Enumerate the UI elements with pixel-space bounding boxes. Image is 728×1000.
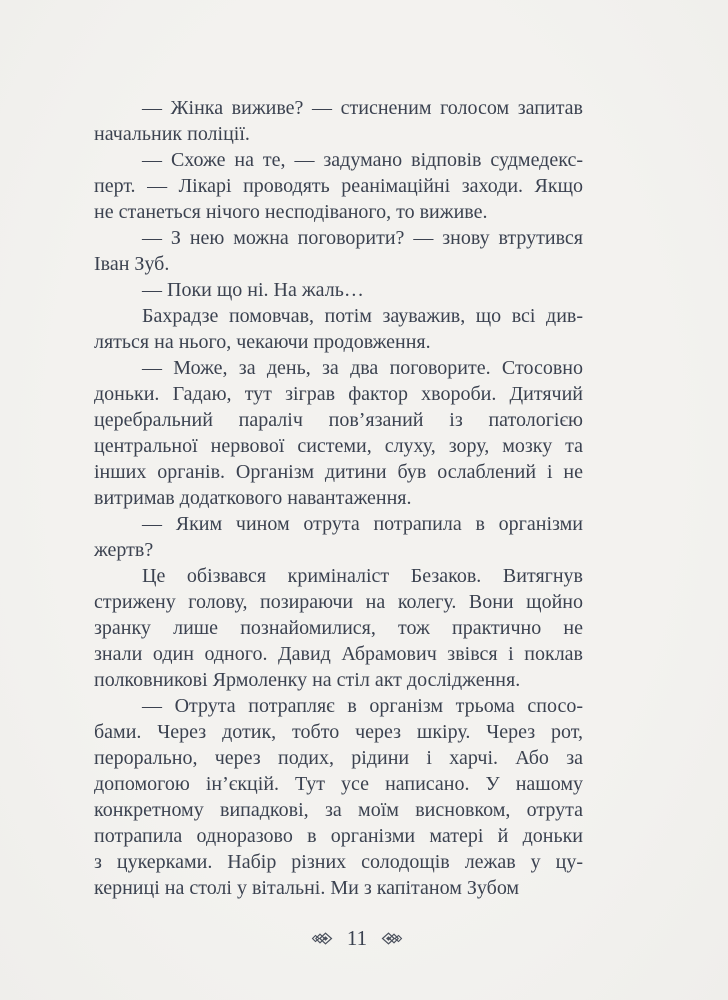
text-line: стрижену голову, позираючи на колегу. Вони щойно	[94, 591, 583, 613]
text-line: не станеться нічого несподіваного, то виживе.	[94, 201, 488, 223]
text-line: — Отрута потрапляє в організм трьома спосо-	[142, 695, 583, 717]
paragraph	[94, 563, 583, 693]
text-line: — Може, за день, за два поговорите. Стосовно	[142, 357, 583, 379]
text-line: — Поки що ні. На жаль…	[142, 279, 364, 301]
text-line: полковникові Ярмоленку на стіл акт дослідження.	[94, 669, 521, 691]
text-line: Це обізвався криміналіст Безаков. Витягнув	[142, 565, 583, 587]
text-line: Бахрадзе помовчав, потім зауважив, що всі див-	[142, 305, 583, 327]
text-line: зранку лише познайомилися, тож практично не	[94, 617, 583, 639]
paragraph	[94, 511, 583, 563]
text-block	[94, 95, 583, 901]
text-line: церебральний параліч пов’язаний із патологією	[94, 409, 583, 431]
fleuron-right-icon	[379, 932, 403, 945]
text-line: — Яким чином отрута потрапила в організми	[142, 513, 583, 535]
text-line: керниці на столі у вітальні. Ми з капітаном Зубом	[94, 877, 520, 899]
page-footer	[0, 925, 714, 951]
text-line: ляться на нього, чекаючи продовження.	[94, 331, 431, 353]
paragraph	[94, 355, 583, 511]
text-line: допомогою ін’єкцій. Тут усе написано. У нашому	[94, 773, 583, 795]
text-line: конкретному випадкові, за моїм висновком, отрута	[94, 799, 583, 821]
fleuron-left-icon	[311, 932, 335, 945]
text-line: з цукерками. Набір різних солодощів лежав у цу-	[94, 851, 583, 873]
text-line: жертв?	[94, 539, 154, 561]
text-line: потрапила одноразово в організми матері й доньки	[94, 825, 583, 847]
text-line: бами. Через дотик, тобто через шкіру. Через рот,	[94, 721, 583, 743]
text-line: перорально, через подих, рідини і харчі. Або за	[94, 747, 583, 769]
text-line: доньки. Гадаю, тут зіграв фактор хвороби. Дитячий	[94, 383, 583, 405]
text-line: — Схоже на те, — задумано відповів судмедекс-	[142, 149, 583, 171]
paragraph	[94, 693, 583, 901]
paragraph	[94, 225, 583, 277]
text-line: начальник поліції.	[94, 123, 250, 145]
text-line: центральної нервової системи, слуху, зору, мозку та	[94, 435, 583, 457]
text-line: перт. — Лікарі проводять реанімаційні заходи. Якщо	[94, 175, 583, 197]
text-line: інших органів. Організм дитини був ослаблений і не	[94, 461, 583, 483]
text-line: Іван Зуб.	[94, 253, 170, 275]
paragraph	[94, 147, 583, 225]
text-line: — Жінка виживе? — стисненим голосом запитав	[142, 97, 583, 119]
text-line: витримав додаткового навантаження.	[94, 487, 412, 509]
paragraph	[94, 303, 583, 355]
text-line: знали один одного. Давид Абрамович звівся і поклав	[94, 643, 583, 665]
page-number: 11	[346, 926, 368, 950]
paragraph	[94, 95, 583, 147]
paragraph	[94, 277, 583, 303]
text-line: — З нею можна поговорити? — знову втрутився	[142, 227, 583, 249]
